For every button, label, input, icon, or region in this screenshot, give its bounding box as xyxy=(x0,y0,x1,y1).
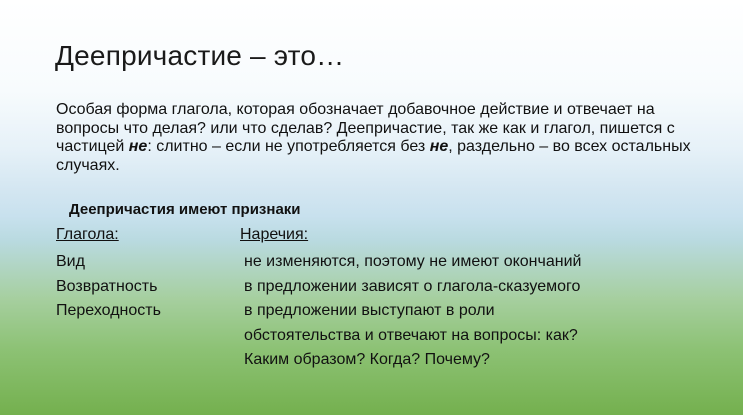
verb-features-list xyxy=(56,250,161,324)
verb-feature-reflexivity: Возвратность xyxy=(56,277,158,295)
particle-ne-1: не xyxy=(128,138,148,155)
definition-text-2: : слитно – если не употребляется без xyxy=(147,138,430,155)
adverb-column-header: Наречия: xyxy=(240,226,309,243)
adverb-features-list xyxy=(244,250,581,373)
adverb-feature-line: в предложении выступают в роли xyxy=(244,302,495,319)
slide-title: Деепричастие – это… xyxy=(55,40,345,71)
particle-ne-2: не xyxy=(429,138,449,155)
verb-column-header: Глагола: xyxy=(56,226,119,243)
definition-text-3: , раздельно – во всех остальных случаях. xyxy=(56,138,691,174)
verb-feature-aspect: Вид xyxy=(56,253,85,270)
adverb-feature-line: в предложении зависят о глагола-сказуемого xyxy=(244,277,581,295)
verb-feature-transitivity: Переходность xyxy=(56,302,161,319)
adverb-feature-line: обстоятельства и отвечают на вопросы: как? xyxy=(244,326,578,344)
adverb-feature-line: не изменяются, поэтому не имеют окончаний xyxy=(244,253,582,270)
definition-paragraph xyxy=(56,101,696,175)
features-heading: Деепричастия имеют признаки xyxy=(69,201,301,218)
adverb-feature-line: Каким образом? Когда? Почему? xyxy=(244,351,490,368)
definition-text-1: Особая форма глагола, которая обозначает добавочное действие и отвечает на вопросы что делая? или что сделав? Деепричастие, так же как и глагол, пишется с частицей xyxy=(56,101,675,155)
